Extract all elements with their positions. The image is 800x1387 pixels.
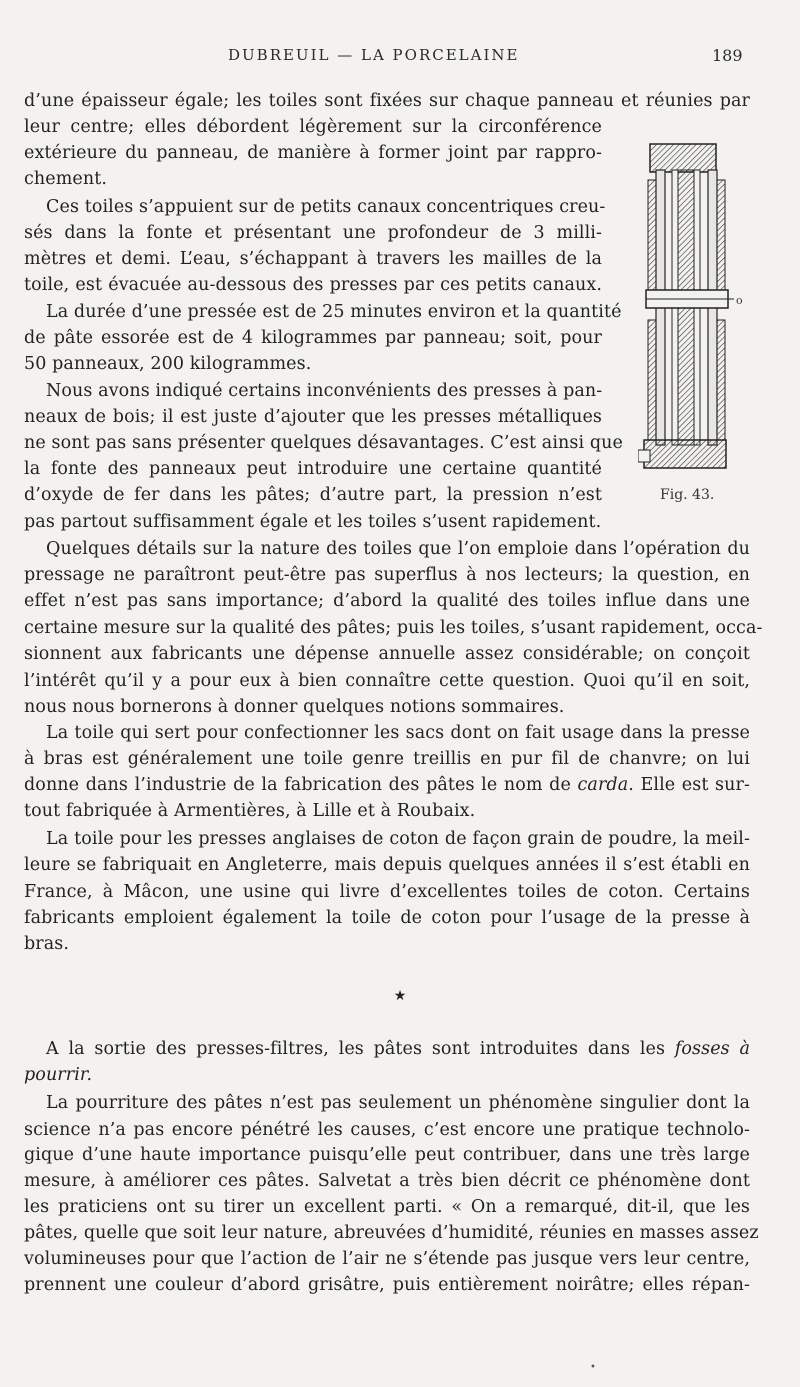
running-header: [0, 46, 800, 72]
text-line: les praticiens ont su tirer un excellent parti. « On a remarqué, dit-il, que les: [24, 1197, 750, 1217]
text-line: leur centre; elles débordent légèrement sur la circonférence: [24, 117, 602, 137]
text-line: pâtes, quelle que soit leur nature, abreuvées d’humidité, réunies en masses assez: [24, 1223, 759, 1243]
text-line: nous nous bornerons à donner quelques notions sommaires.: [24, 697, 565, 717]
text-line: gique d’une haute importance puisqu’elle peut contribuer, dans une très large: [24, 1145, 750, 1165]
figure-side-label: o: [736, 294, 743, 307]
text-line: bras.: [24, 934, 70, 954]
section-separator: ★: [393, 988, 407, 1004]
text-line: sés dans la fonte et présentant une profondeur de 3 milli-: [24, 223, 602, 243]
text-line: toile, est évacuée au-dessous des presses par ces petits canaux.: [24, 275, 602, 295]
text-line: leure se fabriquait en Angleterre, mais depuis quelques années il s’est établi en: [24, 855, 750, 875]
text-line: mètres et demi. L’eau, s’échappant à travers les mailles de la: [24, 249, 602, 269]
text-line: science n’a pas encore pénétré les causes, c’est encore une pratique technolo-: [24, 1120, 750, 1140]
text-line: neaux de bois; il est juste d’ajouter que les presses métalliques: [24, 407, 602, 427]
text-line: d’une épaisseur égale; les toiles sont fixées sur chaque panneau et réunies par: [24, 91, 750, 111]
text-line: tout fabriquée à Armentières, à Lille et à Roubaix.: [24, 801, 476, 821]
text-line: la fonte des panneaux peut introduire une certaine quantité: [24, 459, 602, 479]
text-line: de pâte essorée est de 4 kilogrammes par panneau; soit, pour: [24, 328, 602, 348]
text-line: La toile qui sert pour confectionner les sacs dont on fait usage dans la presse: [46, 723, 750, 743]
text-line: extérieure du panneau, de manière à former joint par rappro-: [24, 143, 602, 163]
text-line: Ces toiles s’appuient sur de petits canaux concentriques creu-: [46, 197, 606, 217]
text-line: certaine mesure sur la qualité des pâtes; puis les toiles, s’usant rapidement, occa-: [24, 618, 763, 638]
press-section-figure: [638, 140, 748, 480]
text-line: La pourriture des pâtes n’est pas seulement un phénomène singulier dont la: [46, 1093, 750, 1113]
footer-mark: •: [590, 1362, 596, 1373]
text-line: La toile pour les presses anglaises de coton de façon grain de poudre, la meil-: [46, 829, 750, 849]
running-title: DUBREUIL — LA PORCELAINE: [228, 46, 520, 64]
text-line: pas partout suffisamment égale et les toiles s’usent rapidement.: [24, 512, 602, 532]
text-line: prennent une couleur d’abord grisâtre, puis entièrement noirâtre; elles répan-: [24, 1275, 750, 1295]
text-line: Nous avons indiqué certains inconvénients des presses à pan-: [46, 381, 603, 401]
page-number: 189: [712, 46, 743, 65]
text-line: donne dans l’industrie de la fabrication des pâtes le nom de carda. Elle est sur-: [24, 775, 750, 795]
text-line: à bras est généralement une toile genre treillis en pur fil de chanvre; on lui: [24, 749, 750, 769]
text-line: France, à Mâcon, une usine qui livre d’excellentes toiles de coton. Certains: [24, 882, 750, 902]
text-line: pourrir.: [24, 1065, 93, 1085]
text-line: La durée d’une pressée est de 25 minutes environ et la quantité: [46, 302, 622, 322]
text-line: ne sont pas sans présenter quelques désavantages. C’est ainsi que: [24, 433, 623, 453]
text-line: pressage ne paraîtront peut-être pas superflus à nos lecteurs; la question, en: [24, 565, 750, 585]
text-line: fabricants emploient également la toile de coton pour l’usage de la presse à: [24, 908, 750, 928]
text-line: sionnent aux fabricants une dépense annuelle assez considérable; on conçoit: [24, 644, 750, 664]
text-line: 50 panneaux, 200 kilogrammes.: [24, 354, 312, 374]
text-line: volumineuses pour que l’action de l’air ne s’étende pas jusque vers leur centre,: [24, 1249, 750, 1269]
text-line: A la sortie des presses-filtres, les pâtes sont introduites dans les fosses à: [46, 1039, 751, 1059]
text-line: d’oxyde de fer dans les pâtes; d’autre part, la pression n’est: [24, 485, 602, 505]
text-line: chement.: [24, 169, 108, 189]
text-line: mesure, à améliorer ces pâtes. Salvetat a très bien décrit ce phénomène dont: [24, 1171, 750, 1191]
text-line: effet n’est pas sans importance; d’abord la qualité des toiles influe dans une: [24, 591, 750, 611]
text-line: l’intérêt qu’il y a pour eux à bien connaître cette question. Quoi qu’il en soit,: [24, 671, 750, 691]
text-line: Quelques détails sur la nature des toiles que l’on emploie dans l’opération du: [46, 539, 750, 559]
figure-caption: Fig. 43.: [660, 487, 715, 503]
